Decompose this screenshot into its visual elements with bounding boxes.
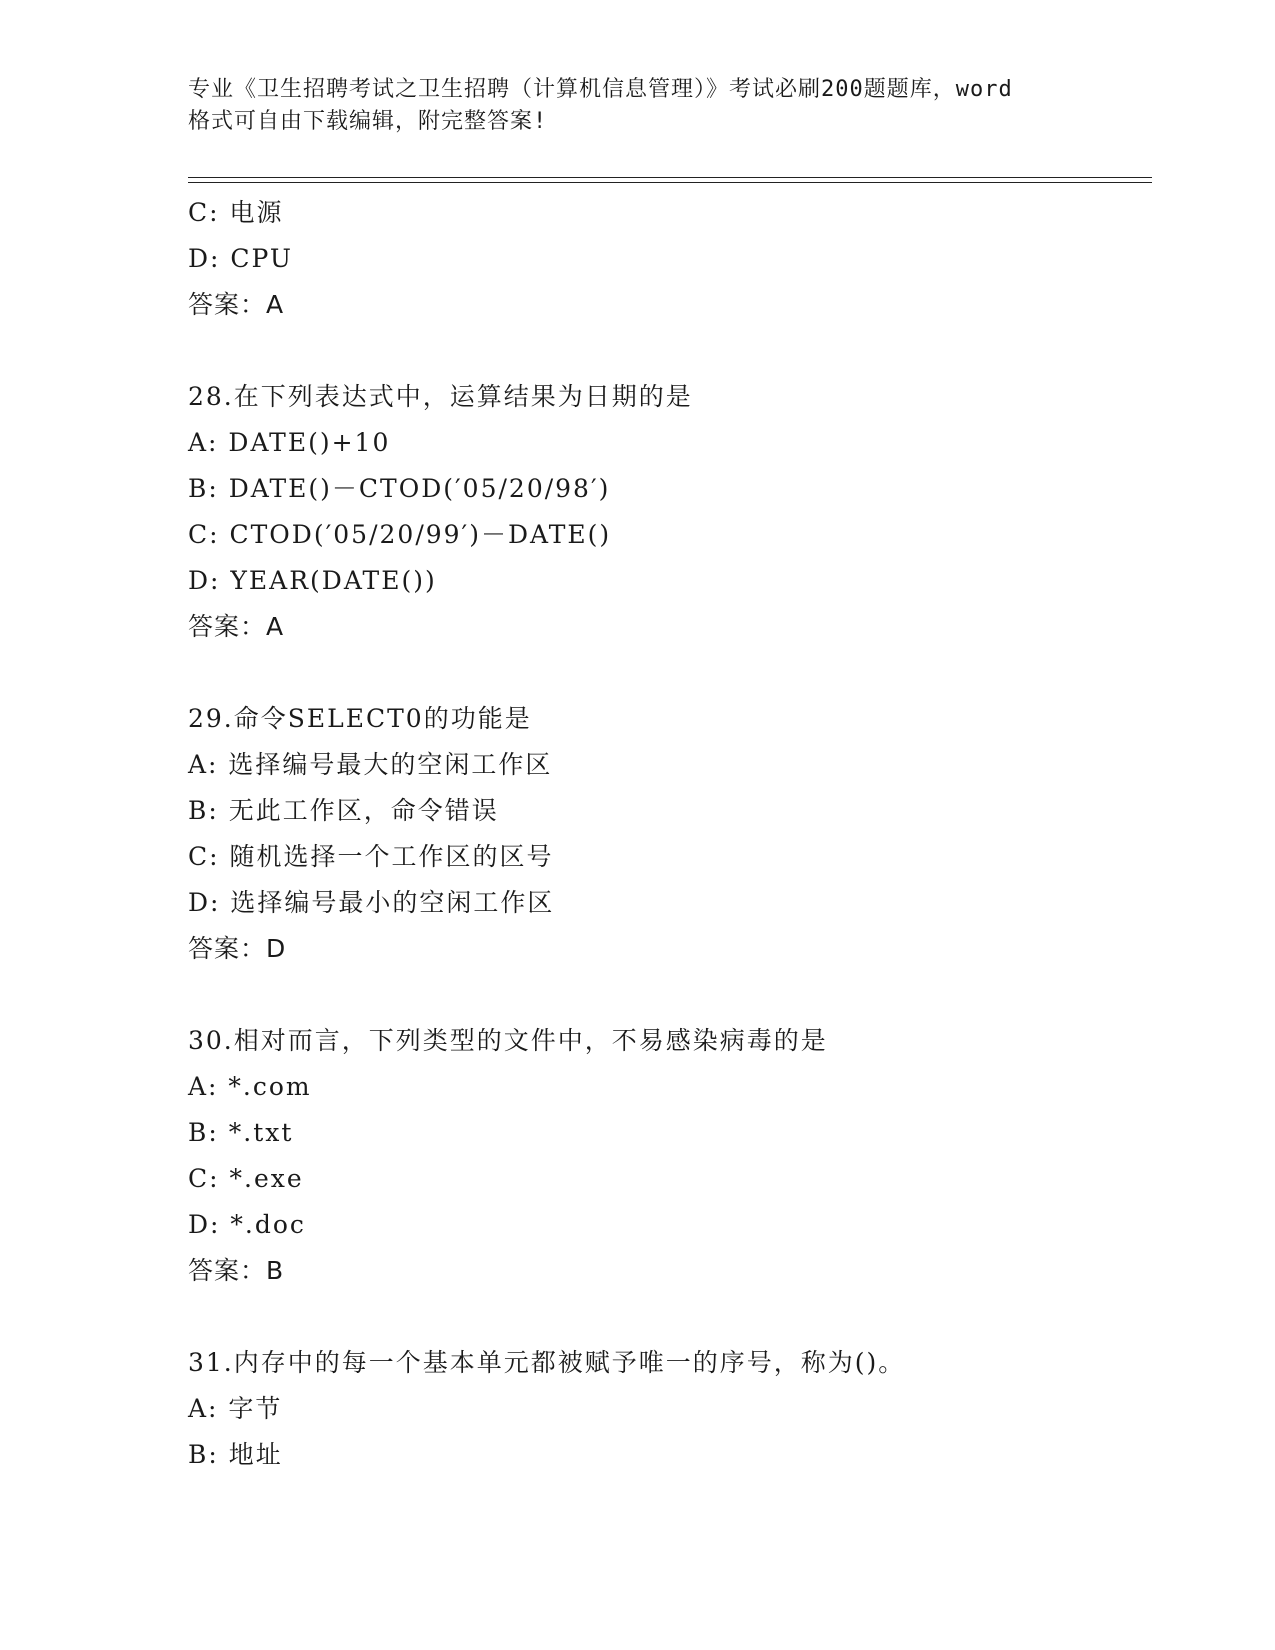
option-c: C: *.exe	[188, 1164, 304, 1193]
question-stem: 29.命令SELECT0的功能是	[188, 704, 532, 733]
header-line-2: 格式可自由下载编辑，附完整答案!	[188, 109, 548, 134]
option-c: C: CTOD(′05/20/99′)－DATE()	[188, 520, 612, 549]
option-c: C: 电源	[188, 198, 284, 227]
header-rule-top	[188, 177, 1152, 178]
question-stem: 31.内存中的每一个基本单元都被赋予唯一的序号，称为()。	[188, 1348, 906, 1377]
answer-line: 答案：A	[188, 290, 285, 319]
question-30	[188, 1018, 1148, 1294]
question-list	[188, 190, 1148, 1478]
option-d: D: CPU	[188, 244, 293, 273]
question-29	[188, 696, 1148, 972]
header-line-1: 专业《卫生招聘考试之卫生招聘（计算机信息管理）》考试必刷200题题库，word	[188, 77, 1013, 102]
answer-line: 答案：B	[188, 1256, 285, 1285]
question-stem: 30.相对而言，下列类型的文件中，不易感染病毒的是	[188, 1026, 828, 1055]
option-a: A: *.com	[188, 1072, 312, 1101]
header-rule-bottom	[188, 182, 1152, 183]
previous-question-tail	[188, 190, 1148, 328]
option-a: A: DATE()+10	[188, 428, 391, 457]
option-d: D: 选择编号最小的空闲工作区	[188, 888, 555, 917]
option-c: C: 随机选择一个工作区的区号	[188, 842, 554, 871]
option-d: D: *.doc	[188, 1210, 306, 1239]
option-b: B: DATE()－CTOD(′05/20/98′)	[188, 474, 611, 503]
option-a: A: 选择编号最大的空闲工作区	[188, 750, 553, 779]
option-b: B: *.txt	[188, 1118, 294, 1147]
question-31	[188, 1340, 1148, 1478]
answer-line: 答案：A	[188, 612, 285, 641]
answer-line: 答案：D	[188, 934, 287, 963]
document-header	[188, 74, 1088, 138]
question-stem: 28.在下列表达式中，运算结果为日期的是	[188, 382, 693, 411]
option-b: B: 地址	[188, 1440, 283, 1469]
option-a: A: 字节	[188, 1394, 283, 1423]
option-d: D: YEAR(DATE())	[188, 566, 437, 595]
question-28	[188, 374, 1148, 650]
option-b: B: 无此工作区，命令错误	[188, 796, 499, 825]
